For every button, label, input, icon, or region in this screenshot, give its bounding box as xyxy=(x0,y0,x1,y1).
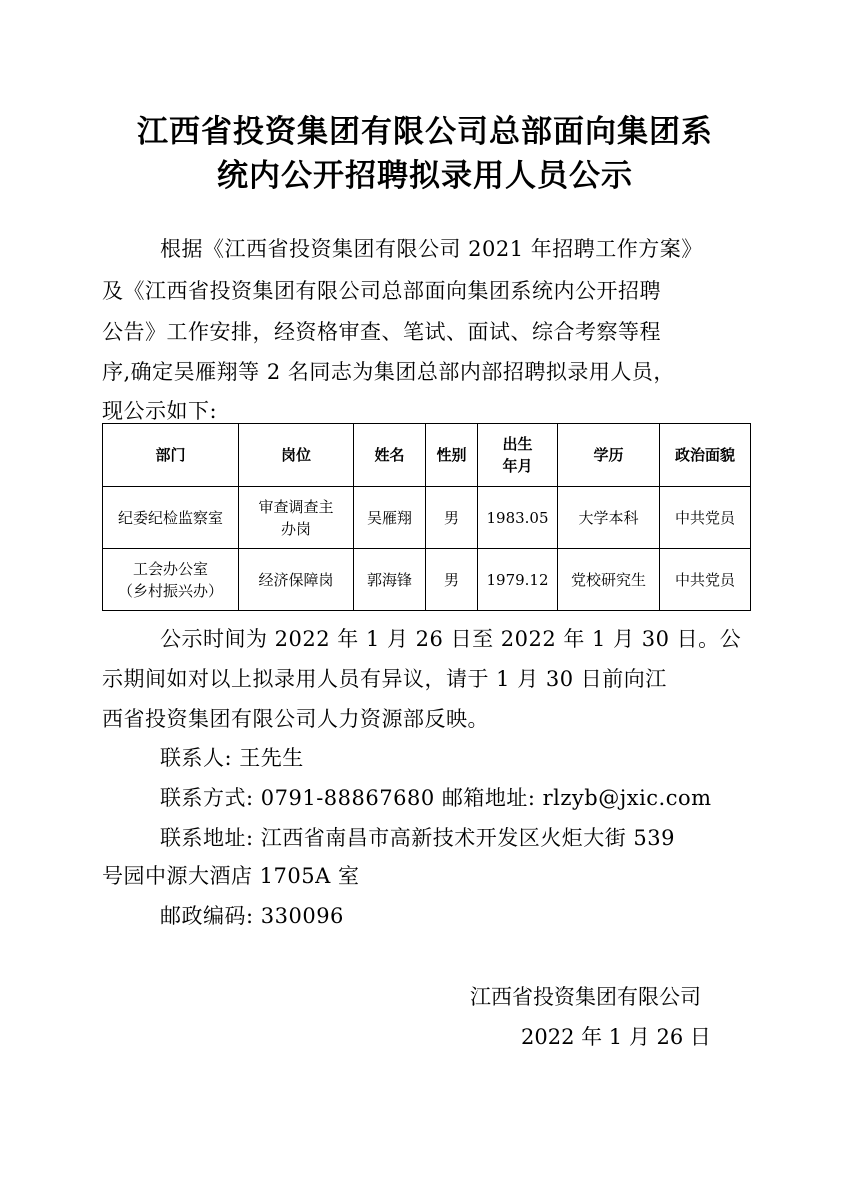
header-education: 学历 xyxy=(558,424,660,487)
cell-dept-line-1: 工会办公室 xyxy=(132,559,208,578)
header-birth-line-1: 出生 xyxy=(502,435,533,453)
cell-post xyxy=(239,487,354,549)
notice-line-2: 示期间如对以上拟录用人员有异议，请于 1 月 30 日前向江 xyxy=(102,667,667,691)
cell-name: 郭海锋 xyxy=(354,549,426,611)
signature-date: 2022 年 1 月 26 日 xyxy=(521,1025,711,1049)
signature-organization: 江西省投资集团有限公司 xyxy=(470,985,701,1009)
contact-postcode: 邮政编码: 330096 xyxy=(160,904,344,928)
cell-education: 大学本科 xyxy=(558,487,660,549)
contact-address-line-1: 联系地址: 江西省南昌市高新技术开发区火炬大街 539 xyxy=(160,826,676,850)
header-political-status: 政治面貌 xyxy=(660,424,751,487)
intro-line-5: 现公示如下: xyxy=(102,399,218,423)
contact-phone-email: 联系方式: 0791-88867680 邮箱地址: rlzyb@jxic.com xyxy=(160,786,712,810)
intro-line-4: 序,确定吴雁翔等 2 名同志为集团总部内部招聘拟录用人员， xyxy=(102,360,675,384)
notice-line-1: 公示时间为 2022 年 1 月 26 日至 2022 年 1 月 30 日。公 xyxy=(160,627,742,651)
header-post: 岗位 xyxy=(239,424,354,487)
cell-dept xyxy=(103,487,239,549)
cell-gender: 男 xyxy=(426,549,478,611)
intro-line-3: 公告》工作安排，经资格审查、笔试、面试、综合考察等程 xyxy=(102,320,661,344)
cell-political-status: 中共党员 xyxy=(660,487,751,549)
cell-gender: 男 xyxy=(426,487,478,549)
notice-line-3: 西省投资集团有限公司人力资源部反映。 xyxy=(102,707,489,731)
cell-post-line-1: 经济保障岗 xyxy=(258,570,334,589)
cell-post xyxy=(239,549,354,611)
hiring-table xyxy=(102,423,751,611)
header-gender: 性别 xyxy=(426,424,478,487)
table-header-row xyxy=(103,424,751,487)
cell-post-line-2: 办岗 xyxy=(280,519,311,538)
cell-post-line-1: 审查调查主 xyxy=(258,497,334,516)
header-birth xyxy=(478,424,558,487)
cell-dept-line-2: （乡村振兴办） xyxy=(117,581,223,600)
table-row xyxy=(103,487,751,549)
cell-name: 吴雁翔 xyxy=(354,487,426,549)
document-title-line-2: 统内公开招聘拟录用人员公示 xyxy=(217,158,633,194)
cell-dept-line-1: 纪委纪检监察室 xyxy=(117,508,223,527)
table-row xyxy=(103,549,751,611)
document-title-line-1: 江西省投资集团有限公司总部面向集团系 xyxy=(137,114,713,150)
cell-education: 党校研究生 xyxy=(558,549,660,611)
intro-line-1: 根据《江西省投资集团有限公司 2021 年招聘工作方案》 xyxy=(160,237,703,261)
intro-line-2: 及《江西省投资集团有限公司总部面向集团系统内公开招聘 xyxy=(102,279,661,303)
cell-political-status: 中共党员 xyxy=(660,549,751,611)
cell-dept xyxy=(103,549,239,611)
cell-birth: 1983.05 xyxy=(478,487,558,549)
contact-person: 联系人: 王先生 xyxy=(160,746,304,770)
contact-address-line-2: 号园中源大酒店 1705A 室 xyxy=(102,864,360,888)
header-dept: 部门 xyxy=(103,424,239,487)
header-name: 姓名 xyxy=(354,424,426,487)
cell-birth: 1979.12 xyxy=(478,549,558,611)
header-birth-line-2: 年月 xyxy=(502,457,533,475)
